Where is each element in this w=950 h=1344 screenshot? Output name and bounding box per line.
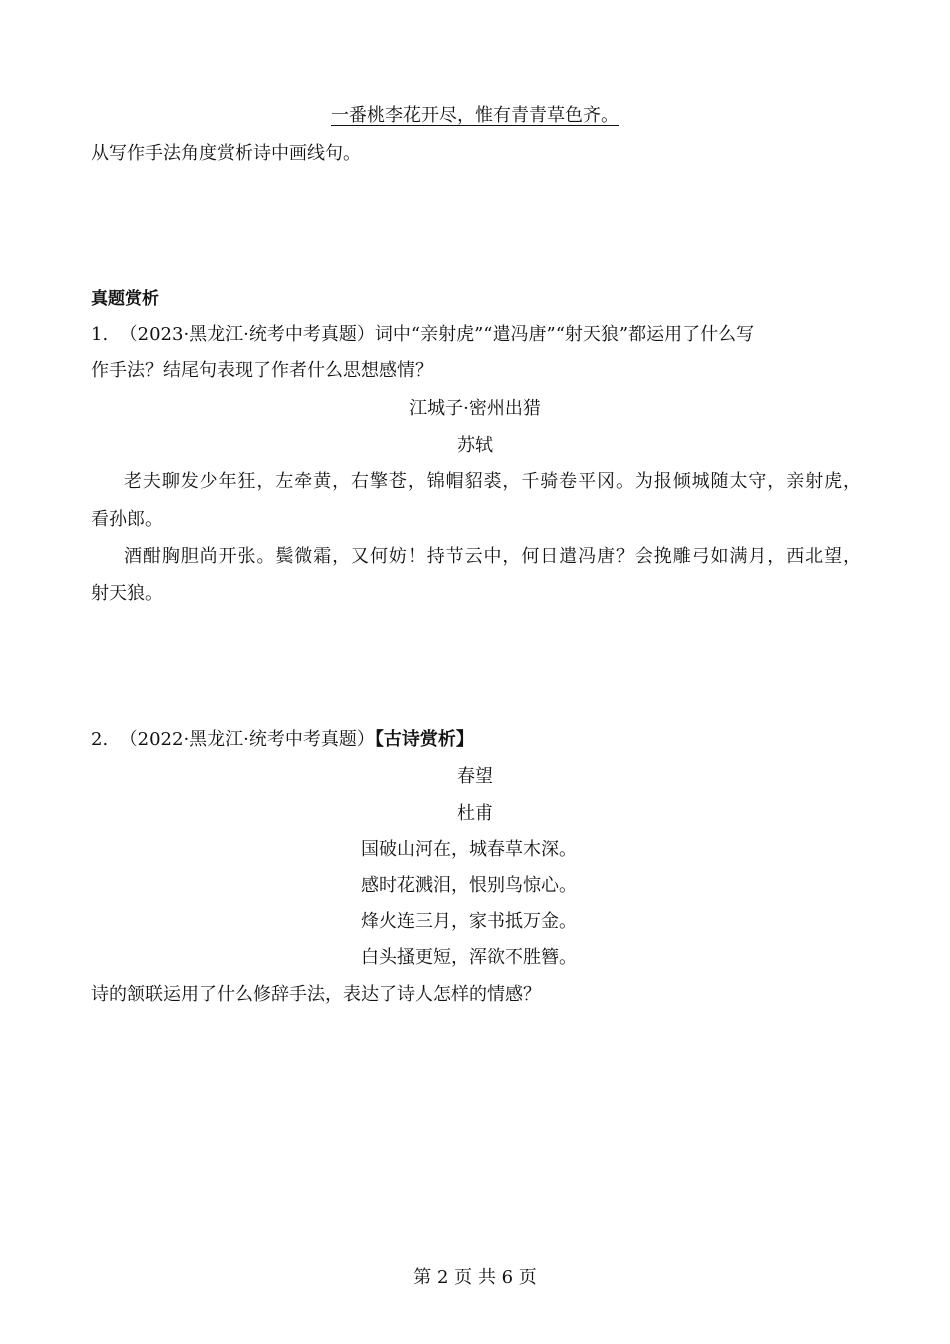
q1-paragraph1-line2: 看孙郎。 (91, 509, 163, 530)
q1-prompt-line2: 作手法？结尾句表现了作者什么思想感情？ (91, 360, 433, 381)
top-question: 从写作手法角度赏析诗中画线句。 (91, 143, 361, 164)
q1-poem-author: 苏轼 (457, 435, 493, 456)
q2-poem-line: 国破山河在，城春草木深。 (361, 839, 577, 860)
underlined-poem-line: 一番桃李花开尽，惟有青青草色齐。 (331, 105, 619, 126)
q2-number: 2. (91, 729, 109, 750)
q2-tag: 【古诗赏析】 (374, 729, 474, 750)
q1-poem-title: 江城子·密州出猎 (409, 398, 541, 419)
q1-prompt-line1: （2023·黑龙江·统考中考真题）词中“亲射虎”“遣冯唐”“射天狼”都运用了什么写 (119, 324, 755, 345)
q2-poem-author: 杜甫 (457, 803, 493, 824)
q1-line1 (91, 323, 754, 347)
q2-poem-line: 白头搔更短，浑欲不胜簪。 (361, 947, 577, 968)
q2-poem-title: 春望 (457, 766, 493, 787)
q2-poem-line: 烽火连三月，家书抵万金。 (361, 911, 577, 932)
q2-source: （2022·黑龙江·统考中考真题） (119, 729, 375, 750)
q2-line1 (91, 728, 474, 752)
section-heading: 真题赏析 (91, 289, 159, 309)
q2-poem-line: 感时花溅泪，恨别鸟惊心。 (361, 875, 577, 896)
q1-paragraph1-line1: 老夫聊发少年狂，左牵黄，右擎苍，锦帽貂裘，千骑卷平冈。为报倾城随太守，亲射虎， (124, 471, 861, 492)
page-footer: 第 2 页 共 6 页 (413, 1267, 537, 1288)
q1-number: 1. (91, 324, 109, 345)
q1-paragraph2-line2: 射天狼。 (91, 583, 163, 604)
q1-paragraph2-line1: 酒酣胸胆尚开张。鬓微霜，又何妨！持节云中，何日遣冯唐？会挽雕弓如满月，西北望， (124, 546, 861, 567)
q2-question: 诗的颔联运用了什么修辞手法，表达了诗人怎样的情感？ (91, 984, 541, 1005)
